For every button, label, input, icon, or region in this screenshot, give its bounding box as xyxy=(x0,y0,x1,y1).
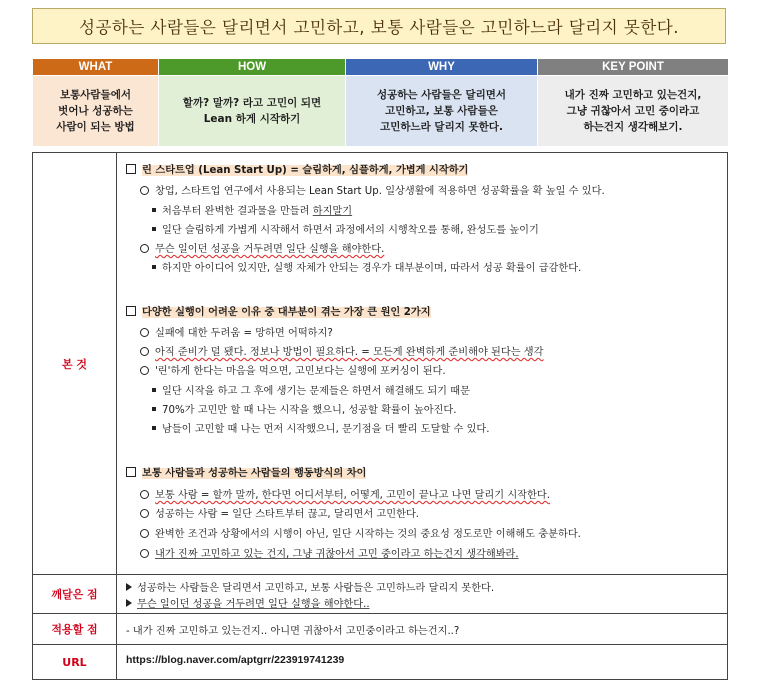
list-item-text: 보통 사람 = 할까 말까, 한다면 어디서부터, 어떻게, 고민이 끝나고 나면 달리기 시작한다. xyxy=(155,490,550,501)
header-why: WHY xyxy=(346,59,537,75)
list-item-text: 아직 준비가 덜 됐다. 정보나 방법이 필요하다. = 모든게 완벽하게 준비해야 된다는 생각 xyxy=(155,347,544,358)
summary-why xyxy=(346,76,537,146)
column-divider xyxy=(116,153,117,679)
square-bullet-icon xyxy=(152,426,156,430)
section-lean-startup-title xyxy=(126,161,468,176)
section-title-text: 다양한 실행이 어려운 이유 중 대부분이 겪는 가장 큰 원인 2가지 xyxy=(142,307,431,318)
summary-key-line: 그냥 귀찮아서 고민 중이라고 xyxy=(566,105,700,117)
summary-why-line: 고민하느라 달리지 못한다. xyxy=(380,121,503,133)
seen-content xyxy=(126,153,721,574)
header-what: WHAT xyxy=(33,59,158,75)
list-item xyxy=(152,420,490,435)
circle-bullet-icon xyxy=(140,490,149,499)
url-content xyxy=(126,644,721,680)
section-obstacles-title xyxy=(126,303,431,318)
page-title: 성공하는 사람들은 달리면서 고민하고, 보통 사람들은 고민하느라 달리지 못한다. xyxy=(32,8,726,44)
list-item xyxy=(140,240,384,255)
triangle-bullet-icon xyxy=(126,599,132,607)
header-how: HOW xyxy=(159,59,345,75)
list-item-text: 창업, 스타트업 연구에서 사용되는 Lean Start Up. 일상생활에 적용하면 성공확률을 확 높일 수 있다. xyxy=(155,186,605,197)
section-title-text: 보통 사람들과 성공하는 사람들의 행동방식의 차이 xyxy=(142,468,367,479)
list-item xyxy=(140,343,543,358)
section-title-text: 린 스타트업 (Lean Start Up) = 슬림하게, 심플하게, 가볍게 시작하기 xyxy=(142,165,469,176)
apply-text: - 내가 진짜 고민하고 있는건지.. 아니면 귀찮아서 고민중이라고 하는건지..? xyxy=(126,626,460,637)
circle-bullet-icon xyxy=(140,529,149,538)
summary-key-line: 내가 진짜 고민하고 있는건지, xyxy=(564,89,702,101)
list-item-text: 실패에 대한 두려움 = 망하면 어떡하지? xyxy=(155,328,333,339)
list-item xyxy=(126,579,494,594)
list-item xyxy=(152,401,456,416)
square-bullet-icon xyxy=(152,227,156,231)
apply-content xyxy=(126,613,721,644)
checkbox-icon xyxy=(126,467,136,477)
list-item-text: '린'하게 한다는 마음을 먹으면, 고민보다는 실행에 포커싱이 된다. xyxy=(155,366,446,377)
list-item-text: 성공하는 사람 = 일단 스타트부터 끊고, 달리면서 고민한다. xyxy=(155,509,420,520)
list-item xyxy=(152,221,539,236)
list-item-text: 70%가 고민만 할 때 나는 시작을 했으니, 성공할 확률이 높아진다. xyxy=(162,405,457,416)
checkbox-icon xyxy=(126,306,136,316)
list-item-text: 처음부터 완벽한 결과물을 만들려 xyxy=(162,206,313,217)
square-bullet-icon xyxy=(152,265,156,269)
circle-bullet-icon xyxy=(140,244,149,253)
list-item-text: 일단 슬림하게 가볍게 시작해서 하면서 과정에서의 시행착오를 통해, 완성도를 높이기 xyxy=(162,225,539,236)
circle-bullet-icon xyxy=(140,366,149,375)
list-item xyxy=(126,595,370,610)
list-item xyxy=(152,202,352,217)
circle-bullet-icon xyxy=(140,509,149,518)
summary-what-line: 벗어나 성공하는 xyxy=(58,105,133,117)
realized-content xyxy=(126,574,721,613)
list-item xyxy=(140,324,333,339)
summary-why-line: 고민하고, 보통 사람들은 xyxy=(385,105,498,117)
circle-bullet-icon xyxy=(140,549,149,558)
list-item-underlined: 하지말기 xyxy=(312,206,353,217)
list-item xyxy=(140,505,419,520)
label-url: URL xyxy=(62,655,87,669)
square-bullet-icon xyxy=(152,407,156,411)
header-key-point: KEY POINT xyxy=(538,59,728,75)
list-item-text: 성공하는 사람들은 달리면서 고민하고, 보통 사람들은 고민하느라 달리지 못한다. xyxy=(137,583,495,594)
circle-bullet-icon xyxy=(140,186,149,195)
label-realized: 깨달은 점 xyxy=(51,587,98,601)
summary-why-line: 성공하는 사람들은 달리면서 xyxy=(376,89,507,101)
list-item-text: 내가 진짜 고민하고 있는 건지, 그냥 귀찮아서 고민 중이라고 하는건지 생각해봐라. xyxy=(155,549,519,560)
notes-table xyxy=(32,152,728,680)
list-item-text: 무슨 일이던 성공을 거두려면 일단 실행을 해야한다.. xyxy=(137,599,370,610)
section-behavior-title xyxy=(126,464,366,479)
checkbox-icon xyxy=(126,164,136,174)
circle-bullet-icon xyxy=(140,347,149,356)
list-item-text: 남들이 고민할 때 나는 먼저 시작했으니, 문기점을 더 빨리 도달할 수 있다. xyxy=(162,424,490,435)
summary-what-line: 보통사람들에서 xyxy=(59,89,131,101)
summary-what xyxy=(33,76,158,146)
summary-key-point xyxy=(538,76,728,146)
list-item xyxy=(140,525,581,540)
list-item xyxy=(140,182,605,197)
circle-bullet-icon xyxy=(140,328,149,337)
list-item xyxy=(152,382,470,397)
summary-what-line: 사람이 되는 방법 xyxy=(56,121,135,133)
list-item-text: 일단 시작을 하고 그 후에 생기는 문제들은 하면서 해결해도 되기 때문 xyxy=(162,386,470,397)
source-url-link[interactable]: https://blog.naver.com/aptgrr/223919741239 xyxy=(126,654,345,666)
list-item xyxy=(140,486,550,501)
summary-key-line: 하는건지 생각해보기. xyxy=(583,121,683,133)
list-item-text: 완벽한 조건과 상황에서의 시행이 아닌, 일단 시작하는 것의 중요성 정도로만 이해해도 충분하다. xyxy=(155,529,581,540)
summary-how-line: Lean 하게 시작하기 xyxy=(203,113,301,125)
list-item xyxy=(140,362,446,377)
label-apply: 적용할 점 xyxy=(51,622,98,636)
list-item xyxy=(152,259,581,274)
list-item xyxy=(140,545,519,560)
square-bullet-icon xyxy=(152,388,156,392)
summary-how-line: 할까? 말까? 라고 고민이 되면 xyxy=(182,97,322,109)
list-item-text: 무슨 일이던 성공을 거두려면 일단 실행을 해야한다. xyxy=(155,244,385,255)
square-bullet-icon xyxy=(152,208,156,212)
list-item-text: 하지만 아이디어 있지만, 실행 자체가 안되는 경우가 대부분이며, 따라서 성공 확률이 급감한다. xyxy=(162,263,582,274)
label-seen: 본 것 xyxy=(61,357,88,371)
triangle-bullet-icon xyxy=(126,583,132,591)
summary-how xyxy=(159,76,345,146)
